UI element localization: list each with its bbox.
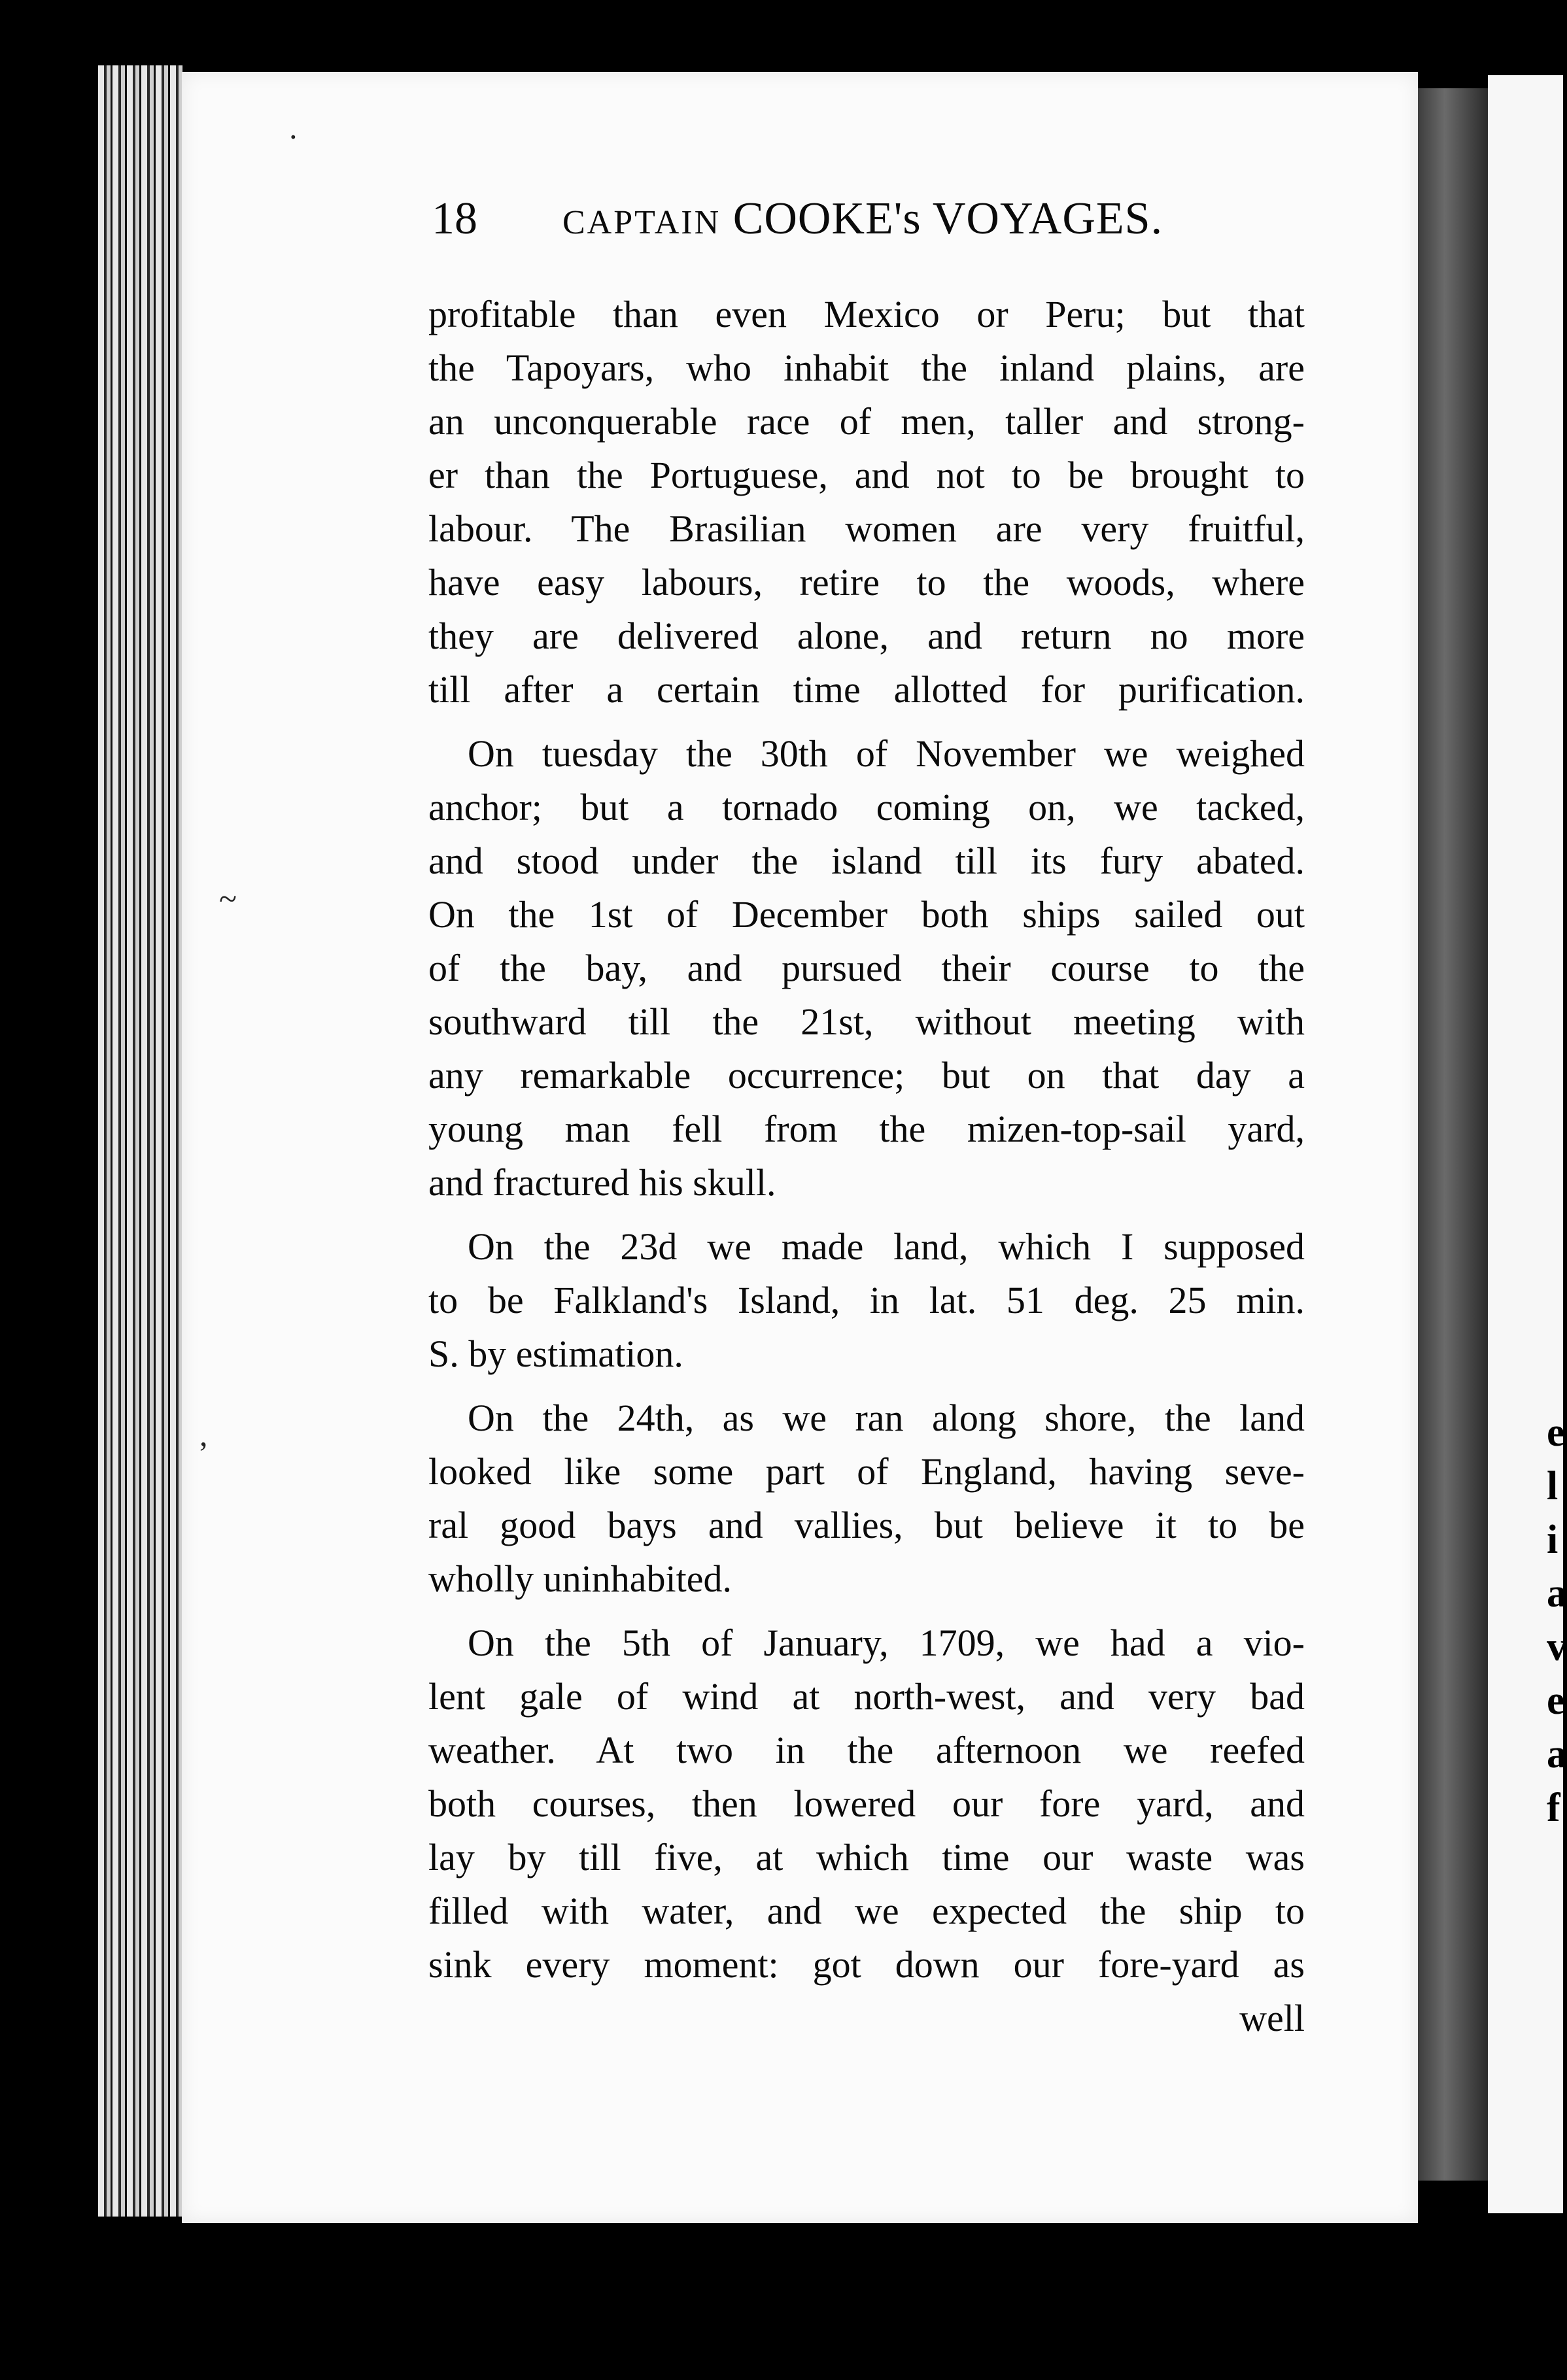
text-line: and stood under the island till its fury abated. bbox=[428, 840, 1305, 882]
text-line: anchor; but a tornado coming on, we tacked, bbox=[428, 786, 1305, 828]
ink-mark: · bbox=[288, 118, 299, 155]
text-line: S. by estimation. bbox=[428, 1333, 683, 1375]
text-line: On the 5th of January, 1709, we had a vio- bbox=[468, 1622, 1305, 1664]
text-line: filled with water, and we expected the ship to bbox=[428, 1890, 1305, 1932]
fragment-letter: e bbox=[1547, 1410, 1565, 1455]
running-head bbox=[562, 193, 1163, 245]
facing-page-fragment bbox=[1547, 1406, 1567, 1835]
paragraph-gap bbox=[428, 1210, 1305, 1220]
text-line: any remarkable occurrence; but on that day a bbox=[428, 1054, 1305, 1096]
text-line: wholly uninhabited. bbox=[428, 1557, 732, 1600]
running-head-small-caps: CAPTAIN bbox=[562, 204, 721, 241]
text-line: On the 24th, as we ran along shore, the land bbox=[468, 1397, 1305, 1439]
text-line: ral good bays and vallies, but believe it to be bbox=[428, 1504, 1305, 1546]
fragment-letter: a bbox=[1547, 1732, 1567, 1776]
catchword: well bbox=[1239, 1997, 1305, 2039]
text-line: an unconquerable race of men, taller and strong- bbox=[428, 400, 1305, 443]
text-line: southward till the 21st, without meeting with bbox=[428, 1000, 1305, 1043]
text-line: lent gale of wind at north-west, and very bad bbox=[428, 1675, 1305, 1718]
book-gutter bbox=[1416, 88, 1488, 2181]
text-line: On the 1st of December both ships sailed out bbox=[428, 893, 1305, 936]
paragraph-gap bbox=[428, 717, 1305, 727]
ink-mark: , bbox=[199, 1416, 208, 1453]
page-number: 18 bbox=[432, 194, 477, 244]
fragment-letter: v bbox=[1547, 1625, 1567, 1669]
text-line: On the 23d we made land, which I supposed bbox=[468, 1225, 1305, 1268]
facing-page bbox=[1488, 75, 1567, 2213]
body-text bbox=[428, 288, 1305, 2045]
text-line: both courses, then lowered our fore yard, and bbox=[428, 1782, 1305, 1825]
ink-mark: ~ bbox=[219, 880, 237, 917]
text-line: weather. At two in the afternoon we reefed bbox=[428, 1729, 1305, 1771]
text-line: have easy labours, retire to the woods, where bbox=[428, 561, 1305, 604]
fragment-letter: l bbox=[1547, 1464, 1558, 1508]
text-line: till after a certain time allotted for purification. bbox=[428, 668, 1305, 711]
text-line: labour. The Brasilian women are very fruitful, bbox=[428, 507, 1305, 550]
page-header bbox=[249, 193, 1184, 284]
text-line: of the bay, and pursued their course to the bbox=[428, 947, 1305, 989]
text-line: the Tapoyars, who inhabit the inland plains, are bbox=[428, 347, 1305, 389]
text-line: looked like some part of England, having seve- bbox=[428, 1450, 1305, 1493]
fragment-letter: a bbox=[1547, 1571, 1567, 1616]
text-line: On tuesday the 30th of November we weighed bbox=[468, 732, 1305, 775]
text-line: sink every moment: got down our fore-yard as bbox=[428, 1943, 1305, 1986]
text-line: and fractured his skull. bbox=[428, 1161, 776, 1204]
text-line: young man fell from the mizen-top-sail yard, bbox=[428, 1108, 1305, 1150]
text-line: lay by till five, at which time our waste was bbox=[428, 1836, 1305, 1878]
paragraph-gap bbox=[428, 1381, 1305, 1391]
fragment-letter: i bbox=[1547, 1518, 1558, 1562]
text-line: er than the Portuguese, and not to be brought to bbox=[428, 454, 1305, 496]
fragment-letter: f bbox=[1547, 1786, 1560, 1830]
text-line: profitable than even Mexico or Peru; but that bbox=[428, 293, 1305, 335]
text-line: they are delivered alone, and return no more bbox=[428, 615, 1305, 657]
text-line: to be Falkland's Island, in lat. 51 deg. 25 min. bbox=[428, 1279, 1305, 1321]
fragment-letter: e bbox=[1547, 1678, 1565, 1723]
running-head-title: COOKE's VOYAGES. bbox=[732, 194, 1163, 244]
paragraph-gap bbox=[428, 1606, 1305, 1616]
page-edges bbox=[98, 65, 183, 2217]
